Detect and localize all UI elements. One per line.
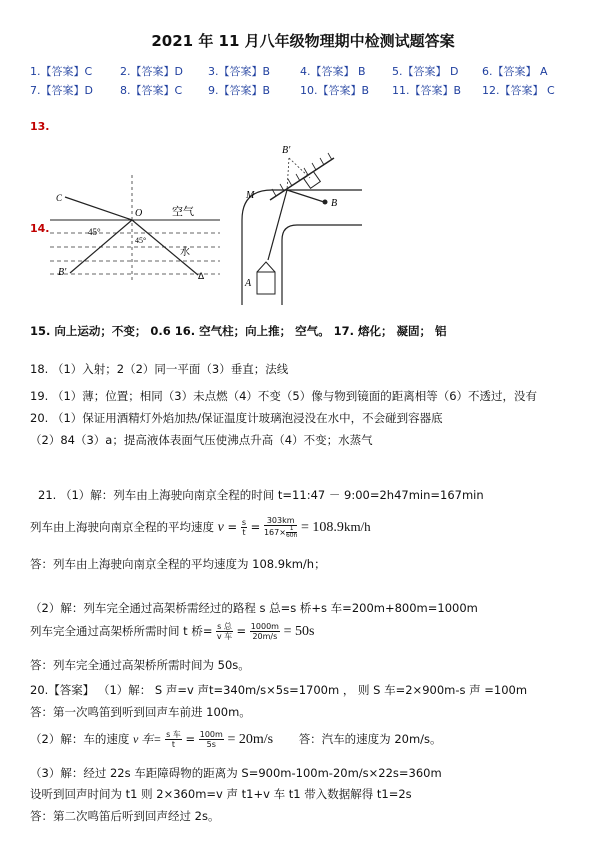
answer-avg-speed: 答：列车由上海驶向南京全程的平均速度为 108.9km/h； [30, 557, 326, 571]
answer-item: 11.【答案】B [392, 84, 462, 97]
label-a: A [245, 278, 252, 289]
mirror-road-diagram [232, 140, 372, 310]
angle-left: 45° [88, 227, 101, 237]
answer-item: 10.【答案】B [300, 84, 370, 97]
answer-20-part1: 20. （1）保证用酒精灯外焰加热/保证温度计玻璃泡浸没在水中，不会碰到容器底 [30, 411, 443, 425]
answer-item: 1.【答案】C [30, 65, 93, 78]
label-delta: Δ [198, 272, 205, 282]
bridge-path: （2）解：列车完全通过高架桥需经过的路程 s 总=s 桥+s 车=200m+800m=1000m [30, 601, 478, 615]
echo-time-equation: 设听到回声时间为 t1 则 2×360m=v 声 t1+v 车 t1 带入数据解得 t1=2s [30, 787, 412, 801]
label-air: 空气 [172, 205, 194, 218]
answer-item: 7.【答案】D [30, 84, 93, 97]
label-water: 水 [180, 247, 190, 258]
avg-speed-formula: 列车由上海驶向南京全程的平均速度 v = $\frac{s}{t}$ = 303km 167× $\frac{1}{60h}$ = 108.9km/h [30, 516, 371, 539]
answer-20-sound: 20.【答案】 （1）解： S 声=v 声t=340m/s×5s=1700m ， 则 S 车=2×900m-s 声 =100m [30, 683, 528, 697]
label-m: M [246, 190, 255, 201]
label-b-prime-right: B' [282, 145, 291, 156]
answer-item: 9.【答案】B [208, 84, 271, 97]
answer-20-part2: （2）84（3）a；提高液体表面气压使沸点升高（4）不变；水蒸气 [30, 433, 373, 447]
question-13-label: 13. [30, 120, 50, 133]
bridge-time-formula: 列车完全通过高架桥所需时间 t 桥= $\frac{\text{s 总}}{\text{v 车}}$ = $\frac{1000m}{20m/s}$ = 50s [30, 622, 315, 641]
answer-item: 3.【答案】B [208, 65, 271, 78]
answer-item: 5.【答案】 D [392, 65, 459, 78]
answer-item: 12.【答案】 C [482, 84, 555, 97]
question-14-label: 14. [30, 222, 50, 235]
label-c: C [56, 193, 63, 203]
label-b-right: B [331, 198, 338, 209]
answer-item: 4.【答案】 B [300, 65, 366, 78]
distance-22s: （3）解：经过 22s 车距障碍物的距离为 S=900m-100m-20m/s×22s=360m [30, 766, 442, 780]
page-title: 2021 年 11 月八年级物理期中检测试题答案 [151, 32, 455, 50]
answer-item: 6.【答案】 A [482, 65, 548, 78]
refraction-diagram [50, 175, 220, 285]
answer-item: 8.【答案】C [120, 84, 183, 97]
answer-19: 19. （1）薄；位置；相同（3）未点燃（4）不变（5）像与物到镜面的距离相等（6）不透过，没有 [30, 389, 538, 403]
answer-item: 2.【答案】D [120, 65, 183, 78]
car-speed-formula: （2）解：车的速度 v 车= $\frac{\text{s 车}}{t}$ = $\frac{100m}{5s}$ = 20m/s 答：汽车的速度为 20m/s。 [30, 730, 442, 749]
answer-first-whistle: 答：第一次鸣笛到听到回声车前进 100m。 [30, 705, 251, 719]
label-o: O [135, 208, 143, 219]
angle-right: 45° [135, 236, 147, 245]
answer-21-time: 21. （1）解：列车由上海驶向南京全程的时间 t=11:47 － 9:00=2h47min=167min [38, 488, 484, 502]
answer-bridge-time: 答：列车完全通过高架桥所需时间为 50s。 [30, 658, 250, 672]
label-b-prime: B' [58, 267, 67, 278]
answers-15-17: 15. 向上运动；不变； 0.6 16. 空气柱；向上推； 空气。 17. 熔化； 凝固； 铝 [30, 324, 447, 338]
answer-18: 18. （1）入射；2（2）同一平面（3）垂直；法线 [30, 362, 289, 376]
answer-second-whistle: 答：第二次鸣笛后听到回声经过 2s。 [30, 809, 220, 823]
